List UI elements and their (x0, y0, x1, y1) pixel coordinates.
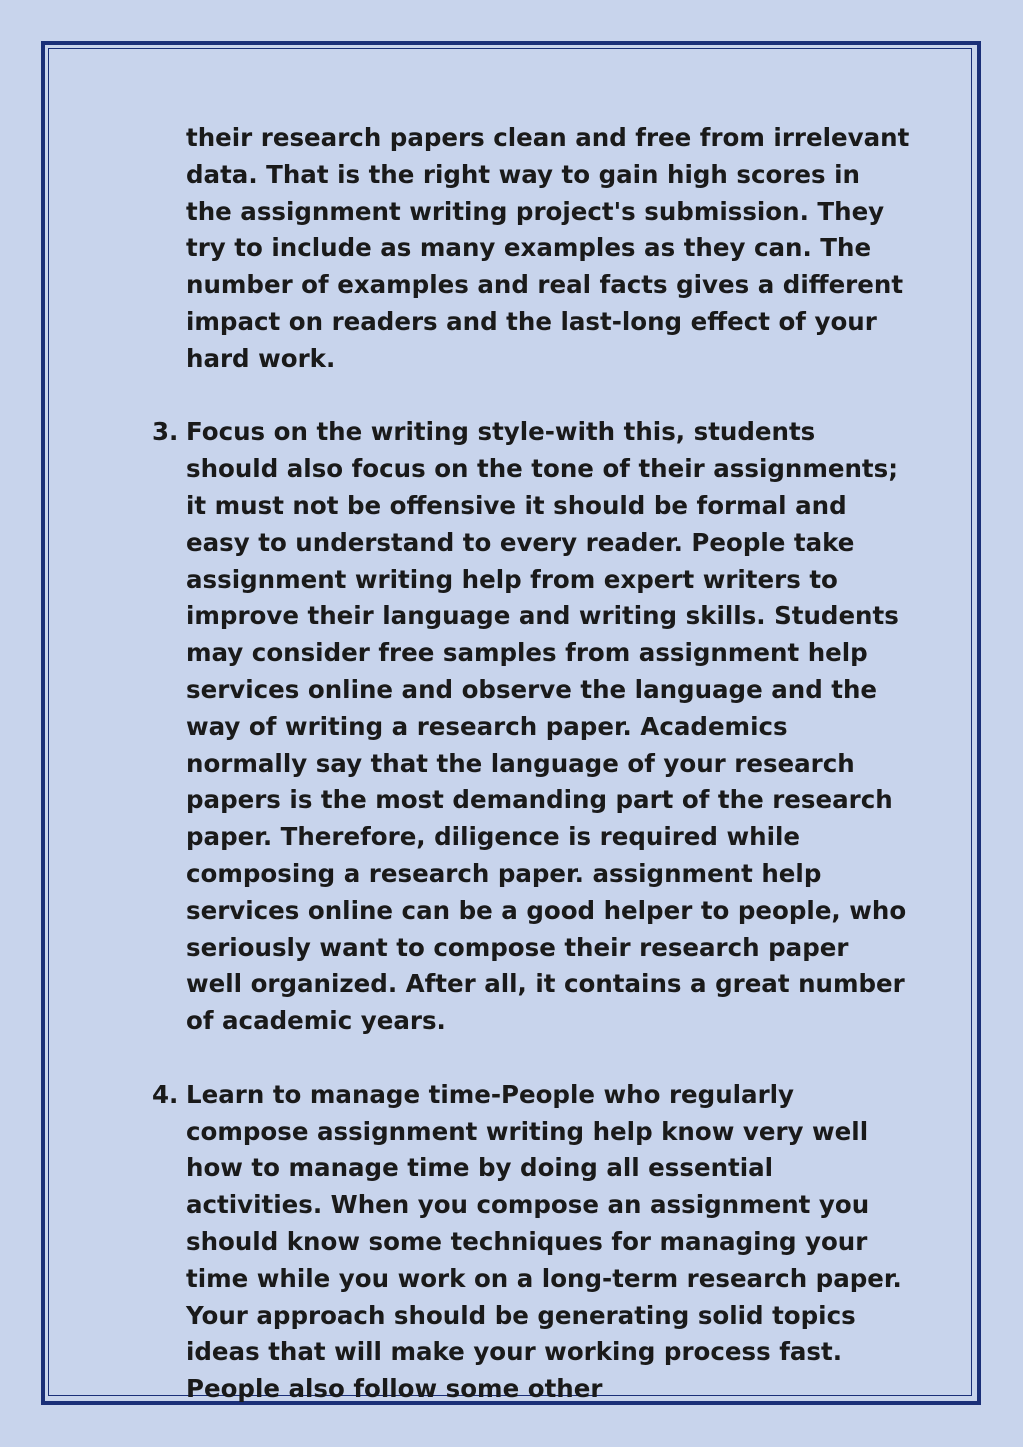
continuation-paragraph: their research papers clean and free from irrelevant data. That is the right way to gain high scores in the assignment writing project's submission. They try to include as many examples as they can. The number of examples and real facts gives a different impact on readers and the last-long effect of your hard work. (186, 123, 910, 373)
list-item-number: 3. (152, 417, 179, 447)
list-item-3 (152, 414, 912, 1040)
list-item-4 (152, 1077, 912, 1408)
document-body (152, 120, 912, 1408)
list-item-number: 4. (152, 1079, 179, 1109)
list-item-text: Learn to manage time-People who regularly compose assignment writing help know very well how to manage time by doing all essential activities. When you compose an assignment you should know some techniques for managing your time while you work on a long-term research paper. Your approach should be generating solid topics ideas that will make your working process fast. People also follow some other (186, 1079, 902, 1404)
list-item-text: Focus on the writing style-with this, students should also focus on the tone of their assignments; it must not be offensive it should be formal and easy to understand to every reader. People take assignment writing help from expert writers to improve their language and writing skills. Students may consider free samples from assignment help services online and observe the language and the way of writing a research paper. Academics normally say that the language of your research papers is the most demanding part of the research paper. Therefore, diligence is required while composing a research paper. assignment help services online can be a good helper to people, who seriously want to compose their research paper well organized. After all, it contains a great number of academic years. (186, 417, 907, 1036)
